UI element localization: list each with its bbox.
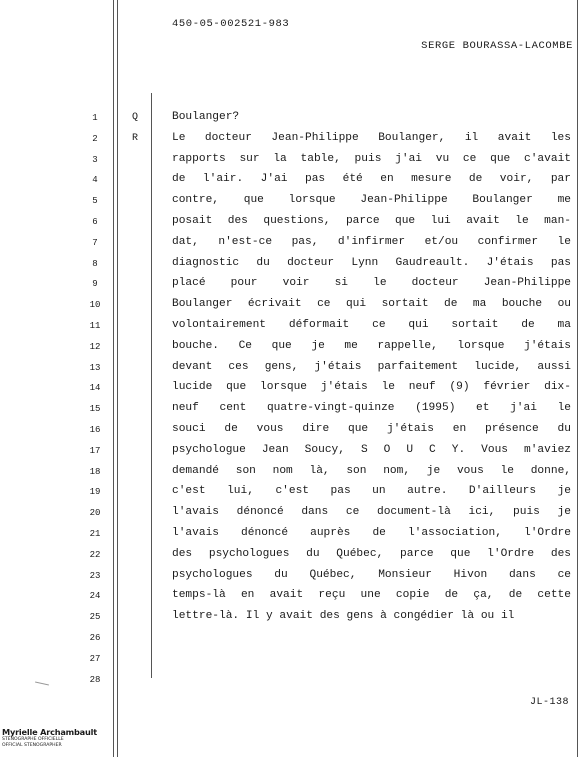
line-number: 27 (89, 653, 101, 664)
transcript-line: diagnostic du docteur Lynn Gaudreault. J'étais pas (172, 256, 571, 269)
transcript-line: rapports sur la table, puis j'ai vu ce que c'avait (172, 152, 571, 165)
page-code: JL-138 (529, 697, 569, 708)
line-number: 21 (89, 529, 101, 539)
transcript-line: l'avais dénoncé dans ce document-là ici, puis je (172, 506, 571, 519)
transcript-line: bouche. Ce que je me rappelle, lorsque j'étais (172, 339, 571, 352)
case-number: 450-05-002521-983 (172, 18, 290, 30)
line-number: 2 (92, 133, 98, 144)
transcript-line: devant ces gens, j'étais parfaitement lucide, aussi (172, 360, 571, 373)
transcript-line: psychologue Jean Soucy, S O U C Y. Vous m'aviez (172, 443, 571, 456)
transcript-line: neuf cent quatre-vingt-quinze (1995) et j'ai le (172, 402, 571, 415)
line-number: 3 (92, 154, 98, 165)
stenographer-title-fr: STÉNOGRAPHE OFFICIELLE (2, 737, 64, 742)
line-number: 26 (89, 633, 101, 643)
line-number: 13 (89, 362, 101, 373)
transcript-line: Le docteur Jean-Philippe Boulanger, il avait les (172, 131, 571, 144)
line-number: 7 (92, 237, 98, 248)
transcript-line: Boulanger? (172, 111, 240, 123)
transcript-line: volontairement déformait ce qui sortait de ma (172, 319, 571, 331)
transcript-line: psychologues du Québec, Monsieur Hivon dans ce (172, 568, 571, 581)
transcript-line: dat, n'est-ce pas, d'infirmer et/ou confirmer le (172, 235, 571, 248)
stenographer-stamp (2, 727, 97, 749)
transcript-line: des psychologues du Québec, parce que l'Ordre des (172, 547, 571, 560)
transcript-line: lucide que lorsque j'étais le neuf (9) février dix- (172, 381, 571, 394)
line-number: 14 (89, 383, 101, 394)
line-number: 25 (89, 612, 101, 623)
line-number: 23 (89, 570, 101, 581)
line-number: 10 (89, 300, 101, 311)
transcript-line: contre, que lorsque Jean-Philippe Boulanger me (172, 194, 571, 207)
line-number: 11 (89, 321, 101, 331)
stenographer-name: Myrielle Archambault (2, 727, 97, 737)
transcript-line: de l'air. J'ai pas été en mesure de voir, par (172, 173, 571, 186)
witness-name: SERGE BOURASSA-LACOMBE (421, 40, 573, 52)
transcript-line: Boulanger écrivait ce qui sortait de ma bouche ou (172, 298, 571, 311)
line-number: 9 (92, 279, 98, 290)
line-number: 1 (92, 113, 98, 123)
line-number: 5 (92, 196, 98, 207)
transcript-line: souci de vous dire que j'étais en présence du (172, 423, 571, 435)
margin-rule-right (577, 0, 578, 757)
speaker-label: Q (131, 112, 138, 123)
margin-rule-left-inner (117, 0, 118, 757)
line-number: 4 (92, 175, 98, 186)
transcript-line: c'est lui, c'est pas un autre. D'ailleurs je (172, 485, 571, 498)
line-number: 6 (92, 217, 98, 227)
transcript-line: lettre-là. Il y avait des gens à congédier là ou il (172, 610, 515, 623)
line-number: 28 (89, 674, 101, 685)
line-number: 15 (89, 404, 101, 415)
line-number: 22 (89, 549, 101, 560)
speaker-label: R (131, 132, 138, 144)
line-number: 19 (89, 487, 101, 498)
transcript-line: demandé son nom là, son nom, je vous le donne, (172, 464, 571, 477)
line-number: 18 (89, 466, 101, 477)
line-number: 16 (89, 425, 101, 435)
line-number: 12 (89, 341, 101, 352)
stenographer-title-en: OFFICIAL STENOGRAPHER (2, 743, 62, 748)
line-number: 20 (89, 508, 101, 519)
line-number: 17 (89, 445, 101, 456)
transcript-line: l'avais dénoncé auprès de l'association, l'Ordre (172, 527, 571, 539)
line-number: 8 (92, 258, 98, 269)
speaker-column-rule (151, 93, 152, 678)
transcript-line: placé pour voir si le docteur Jean-Philippe (172, 277, 571, 290)
line-number: 24 (89, 591, 101, 602)
scan-mark (35, 682, 49, 686)
transcript-line: temps-là en avait reçu une copie de ça, de cette (172, 589, 571, 602)
margin-rule-left-outer (113, 0, 114, 757)
transcript-line: posait des questions, parce que lui avait le man- (172, 215, 571, 227)
